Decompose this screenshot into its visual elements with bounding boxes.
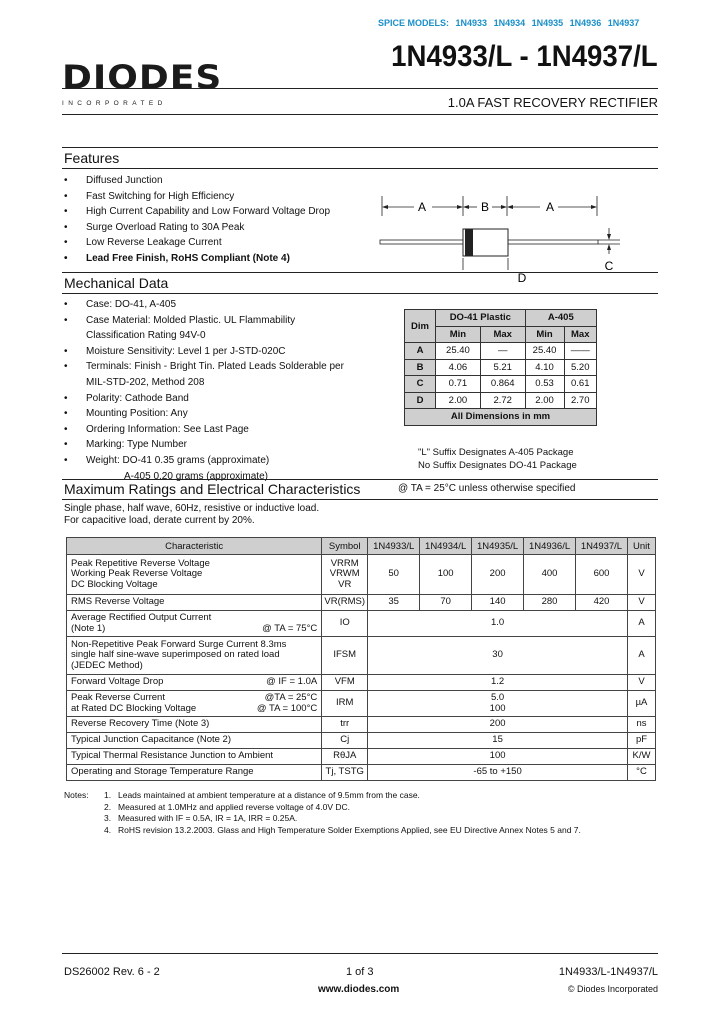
col-header: 1N4933/L [368, 538, 420, 555]
list-item: • Marking: Type Number [64, 437, 344, 453]
max-header: Max [480, 326, 525, 343]
intro-line: For capacitive load, derate current by 20%. [64, 514, 255, 526]
spice-models-line [378, 18, 639, 28]
suffix-notes [418, 447, 577, 472]
table-row [405, 392, 597, 409]
characteristic-line: Peak Repetitive Reverse Voltage [71, 557, 210, 569]
table-row [67, 595, 656, 611]
table-cell: 2.72 [480, 392, 525, 409]
value-cell: 420 [576, 595, 628, 611]
dim-label-a: A [417, 200, 427, 214]
spice-model-link[interactable]: 1N4933 [455, 18, 488, 28]
table-row [67, 637, 656, 675]
list-item: • High Current Capability and Low Forward Voltage Drop [64, 204, 330, 220]
characteristic-cell [67, 675, 322, 691]
value-cell: 1.2 [368, 675, 628, 691]
table-row [67, 555, 656, 595]
pkg-header-a405: A-405 [525, 310, 596, 327]
features-list [64, 173, 330, 267]
table-cell: 0.864 [480, 376, 525, 393]
condition-text: @ IF = 1.0A [266, 676, 318, 688]
note-number: 3. [104, 813, 112, 823]
characteristic-cell [67, 611, 322, 637]
condition-text: @ TA = 75°C [262, 622, 318, 634]
mechanical-list [64, 297, 344, 484]
characteristic-cell: RMS Reverse Voltage [67, 595, 322, 611]
characteristic-cell: Typical Junction Capacitance (Note 2) [67, 733, 322, 749]
value-cell: 100 [420, 555, 472, 595]
list-item: • Case: DO-41, A-405 [64, 297, 344, 313]
value-cell: 280 [524, 595, 576, 611]
symbol-cell [322, 555, 368, 595]
min-header: Min [525, 326, 564, 343]
symbol-cell: Cj [322, 733, 368, 749]
unit-cell: A [627, 611, 655, 637]
value-cell: 400 [524, 555, 576, 595]
list-item: MIL-STD-202, Method 208 [86, 376, 205, 388]
table-row [67, 611, 656, 637]
document-number: DS26002 Rev. 6 - 2 [64, 966, 160, 978]
characteristic-cell: Operating and Storage Temperature Range [67, 765, 322, 781]
value-cell: 200 [472, 555, 524, 595]
max-header: Max [564, 326, 597, 343]
mechanical-heading-underline [62, 293, 658, 294]
list-item: Classification Rating 94V-0 [86, 330, 206, 342]
list-item: • Polarity: Cathode Band [64, 391, 344, 407]
features-heading-underline [62, 168, 658, 169]
list-item: • Case Material: Molded Plastic. UL Flammability [64, 313, 344, 329]
note-number: 4. [104, 824, 112, 835]
col-header: 1N4937/L [576, 538, 628, 555]
characteristic-cell [67, 691, 322, 717]
note-text: Measured at 1.0MHz and applied reverse voltage of 4.0V DC. [118, 801, 350, 812]
value-cell: 100 [368, 749, 628, 765]
unit-cell: °C [627, 765, 655, 781]
dim-table-footer: All Dimensions in mm [405, 409, 597, 426]
table-row [67, 675, 656, 691]
cathode-band-icon [465, 229, 473, 256]
symbol-cell: IFSM [322, 637, 368, 675]
unit-cell: A [627, 637, 655, 675]
characteristic-cell: Typical Thermal Resistance Junction to Ambient [67, 749, 322, 765]
unit-cell: V [627, 555, 655, 595]
value-line: 5.0 [490, 692, 505, 703]
dim-label-c: C [604, 259, 614, 273]
table-cell: B [405, 359, 436, 376]
value-line: 100 [489, 702, 506, 714]
characteristic-cell [67, 637, 322, 675]
table-cell: 25.40 [525, 343, 564, 360]
col-header: 1N4935/L [472, 538, 524, 555]
symbol-cell: IO [322, 611, 368, 637]
col-header: 1N4934/L [420, 538, 472, 555]
unit-cell: K/W [627, 749, 655, 765]
list-item: • Terminals: Finish - Bright Tin. Plated Leads Solderable per [64, 359, 344, 375]
table-cell: —— [564, 343, 597, 360]
list-item: • Surge Overload Rating to 30A Peak [64, 220, 330, 236]
condition-text: @TA = 25°C [264, 692, 318, 703]
ratings-heading-underline [62, 499, 658, 500]
features-rule [62, 147, 658, 148]
characteristic-cell: Reverse Recovery Time (Note 3) [67, 717, 322, 733]
intro-line: Single phase, half wave, 60Hz, resistive or inductive load. [64, 503, 320, 514]
list-item: • Weight: DO-41 0.35 grams (approximate) [64, 453, 344, 469]
table-cell: 2.70 [564, 392, 597, 409]
features-heading: Features [64, 150, 120, 166]
page-number: 1 of 3 [346, 966, 374, 978]
table-row [405, 359, 597, 376]
value-cell: 600 [576, 555, 628, 595]
pkg-header-do41: DO-41 Plastic [436, 310, 526, 327]
logo-subtext: INCORPORATED [62, 100, 167, 107]
note-number: 2. [104, 801, 112, 812]
characteristic-line: Working Peak Reverse Voltage [71, 568, 203, 580]
table-cell: 0.61 [564, 376, 597, 393]
characteristic-line: DC Blocking Voltage [71, 578, 158, 590]
note-number: 1. [104, 790, 112, 800]
characteristic-line: at Rated DC Blocking Voltage [71, 702, 197, 714]
col-header: Unit [627, 538, 655, 555]
characteristic-cell [67, 555, 322, 595]
list-item: • Mounting Position: Any [64, 406, 344, 422]
notes-block [64, 790, 581, 836]
col-header: Symbol [322, 538, 368, 555]
min-header: Min [436, 326, 481, 343]
value-cell: 70 [420, 595, 472, 611]
unit-cell: V [627, 595, 655, 611]
part-title: 1N4933/L - 1N4937/L [391, 40, 658, 73]
symbol-cell: Tj, TSTG [322, 765, 368, 781]
value-cell: 140 [472, 595, 524, 611]
symbol-cell: RθJA [322, 749, 368, 765]
table-cell: D [405, 392, 436, 409]
list-item: • Low Reverse Leakage Current [64, 235, 330, 251]
unit-cell: µA [627, 691, 655, 717]
note-text: Measured with IF = 0.5A, IR = 1A, IRR = 0.25A. [118, 813, 298, 823]
dimension-table [404, 309, 597, 426]
unit-cell: V [627, 675, 655, 691]
ratings-rule [62, 479, 658, 480]
table-cell: 2.00 [436, 392, 481, 409]
mechanical-heading: Mechanical Data [64, 275, 169, 291]
condition-text: @ TA = 100°C [256, 702, 318, 714]
spice-model-link[interactable]: 1N4937 [607, 18, 640, 28]
title-divider [62, 88, 658, 89]
characteristic-line: Forward Voltage Drop [71, 676, 164, 688]
table-cell: A [405, 343, 436, 360]
dim-header: Dim [405, 310, 436, 343]
col-header: 1N4936/L [524, 538, 576, 555]
characteristic-line: (Note 1) [71, 622, 106, 634]
footer-rule [62, 953, 658, 954]
table-cell: 4.06 [436, 359, 481, 376]
table-row [67, 765, 656, 781]
company-logo [62, 59, 224, 107]
value-cell: -65 to +150 [368, 765, 628, 781]
part-subtitle: 1.0A FAST RECOVERY RECTIFIER [447, 95, 658, 110]
table-row [67, 717, 656, 733]
symbol-cell: IRM [322, 691, 368, 717]
symbol-cell: trr [322, 717, 368, 733]
list-item: • Diffused Junction [64, 173, 330, 189]
table-row [67, 733, 656, 749]
list-item: • Ordering Information: See Last Page [64, 422, 344, 438]
logo-wordmark: DIODES [62, 59, 223, 97]
table-cell: 4.10 [525, 359, 564, 376]
spice-model-link[interactable]: 1N4935 [531, 18, 564, 28]
characteristic-line: single half sine-wave superimposed on rated load [71, 649, 280, 661]
table-row [67, 749, 656, 765]
table-cell: 25.40 [436, 343, 481, 360]
table-cell: 0.71 [436, 376, 481, 393]
ratings-intro [64, 503, 319, 526]
table-cell: 5.21 [480, 359, 525, 376]
table-cell: 2.00 [525, 392, 564, 409]
spice-model-link[interactable]: 1N4934 [493, 18, 526, 28]
list-item: • Moisture Sensitivity: Level 1 per J-STD-020C [64, 344, 344, 360]
value-cell: 35 [368, 595, 420, 611]
subtitle-divider [62, 114, 658, 115]
characteristic-line: Non-Repetitive Peak Forward Surge Current 8.3ms [71, 638, 287, 650]
symbol-cell: VFM [322, 675, 368, 691]
table-cell: 5.20 [564, 359, 597, 376]
value-cell: 1.0 [368, 611, 628, 637]
value-cell: 15 [368, 733, 628, 749]
value-cell: 200 [368, 717, 628, 733]
value-cell: 30 [368, 637, 628, 675]
footer-part-number: 1N4933/L-1N4937/L [558, 966, 658, 978]
value-cell: 50 [368, 555, 420, 595]
note-text: RoHS revision 13.2.2003. Glass and High Temperature Solder Exemptions Applied, see EU Directive Annex Notes 5 and 7. [118, 824, 581, 835]
suffix-line: "L" Suffix Designates A-405 Package [418, 447, 574, 458]
table-row [67, 691, 656, 717]
list-item: • Lead Free Finish, RoHS Compliant (Note 4) [64, 251, 330, 267]
col-header: Characteristic [67, 538, 322, 555]
symbol-line: VR [338, 578, 352, 590]
characteristic-line: (JEDEC Method) [71, 659, 143, 671]
package-outline-diagram [372, 196, 634, 282]
unit-cell: pF [627, 733, 655, 749]
table-row [405, 376, 597, 393]
ratings-condition-note: @ TA = 25°C unless otherwise specified [398, 483, 576, 494]
website-link[interactable]: www.diodes.com [318, 984, 400, 995]
symbol-line: VRWM [329, 568, 360, 580]
copyright: © Diodes Incorporated [567, 984, 658, 994]
symbol-cell: VR(RMS) [322, 595, 368, 611]
list-item: • Fast Switching for High Efficiency [64, 189, 330, 205]
table-cell: — [480, 343, 525, 360]
unit-cell: ns [627, 717, 655, 733]
value-cell [368, 691, 628, 717]
note-text: Leads maintained at ambient temperature at a distance of 9.5mm from the case. [118, 790, 420, 800]
suffix-line: No Suffix Designates DO-41 Package [418, 459, 577, 471]
dim-label-b: B [480, 200, 490, 214]
electrical-characteristics-table [66, 537, 656, 781]
characteristic-line: Average Rectified Output Current [71, 612, 212, 623]
notes-label: Notes: [64, 790, 89, 800]
characteristic-line: Peak Reverse Current [71, 692, 165, 703]
symbol-line: VRRM [330, 557, 359, 569]
spice-model-link[interactable]: 1N4936 [569, 18, 602, 28]
table-cell: 0.53 [525, 376, 564, 393]
list-item: A-405 0.20 grams (approximate) [124, 470, 268, 482]
table-row [405, 343, 597, 360]
table-cell: C [405, 376, 436, 393]
dim-label-d: D [517, 271, 527, 282]
mechanical-rule [62, 272, 658, 273]
dim-label-a: A [545, 200, 555, 214]
spice-models-label: SPICE MODELS: [378, 18, 450, 28]
ratings-heading: Maximum Ratings and Electrical Characteristics [64, 481, 361, 497]
